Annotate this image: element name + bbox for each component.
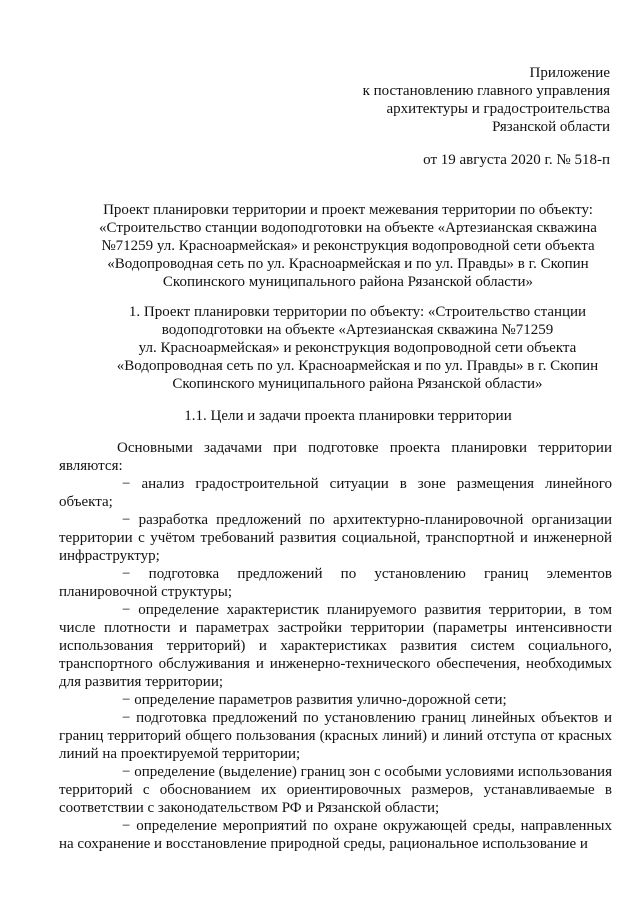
task-item: − определение мероприятий по охране окружающей среды, направленных на сохранение и восстановление природной среды, рациональное использование и: [59, 818, 612, 852]
section-line: 1. Проект планировки территории по объекту: «Строительство станции: [128, 304, 587, 320]
task-item: − определение параметров развития улично-дорожной сети;: [122, 692, 507, 708]
task-item: − определение (выделение) границ зон с особыми условиями использования территорий с обоснованием их ориентировочных размеров, устанавливаемые в соответствии с законодательством РФ и Рязанской области;: [59, 764, 612, 816]
order-date-number: от 19 августа 2020 г. № 518-п: [423, 152, 610, 168]
section-line: «Водопроводная сеть по ул. Красноармейская и по ул. Правды» в г. Скопин: [116, 358, 599, 374]
subsection-heading: 1.1. Цели и задачи проекта планировки территории: [184, 408, 512, 424]
title-line: Скопинского муниципального района Рязанской области»: [162, 274, 534, 290]
appendix-line: Приложение: [529, 65, 610, 81]
task-item: − подготовка предложений по установлению границ элементов планировочной структуры;: [59, 566, 612, 600]
title-line: №71259 ул. Красноармейская» и реконструкция водопроводной сети объекта: [101, 238, 595, 254]
task-item: − определение характеристик планируемого развития территории, в том числе плотности и параметрах застройки территории (параметры интенсивности использования территорий) и характеристиках развития систем социального, транспортного обслуживания и инженерно-технического обеспечения, необходимых для развития территории;: [59, 602, 612, 690]
document-title: [72, 201, 624, 291]
section-line: ул. Красноармейская» и реконструкция водопроводной сети объекта: [138, 340, 577, 356]
appendix-line: Рязанской области: [492, 119, 610, 135]
appendix-line: к постановлению главного управления: [362, 83, 610, 99]
title-line: Проект планировки территории и проект межевания территории по объекту:: [103, 202, 593, 218]
task-item: − анализ градостроительной ситуации в зоне размещения линейного объекта;: [59, 476, 612, 510]
task-item: − подготовка предложений по установлению границ линейных объектов и границ территорий общего пользования (красных линий) и линий отступа от красных линий на проектируемой территории;: [59, 710, 612, 762]
body-text: [59, 439, 612, 853]
section-line: водоподготовки на объекте «Артезианская скважина №71259: [161, 322, 554, 338]
intro-paragraph: Основными задачами при подготовке проекта планировки территории являются:: [59, 440, 612, 474]
task-item: − разработка предложений по архитектурно-планировочной организации территории с учётом требований развития социальной, транспортной и инженерной инфраструктур;: [59, 512, 612, 564]
appendix-header: [310, 64, 610, 136]
title-line: «Строительство станции водоподготовки на объекте «Артезианская скважина: [99, 220, 597, 236]
title-line: «Водопроводная сеть по ул. Красноармейская и по ул. Правды» в г. Скопин: [107, 256, 589, 272]
appendix-line: архитектуры и градостроительства: [386, 101, 610, 117]
section-heading: [95, 303, 620, 393]
section-line: Скопинского муниципального района Рязанской области»: [172, 376, 543, 392]
